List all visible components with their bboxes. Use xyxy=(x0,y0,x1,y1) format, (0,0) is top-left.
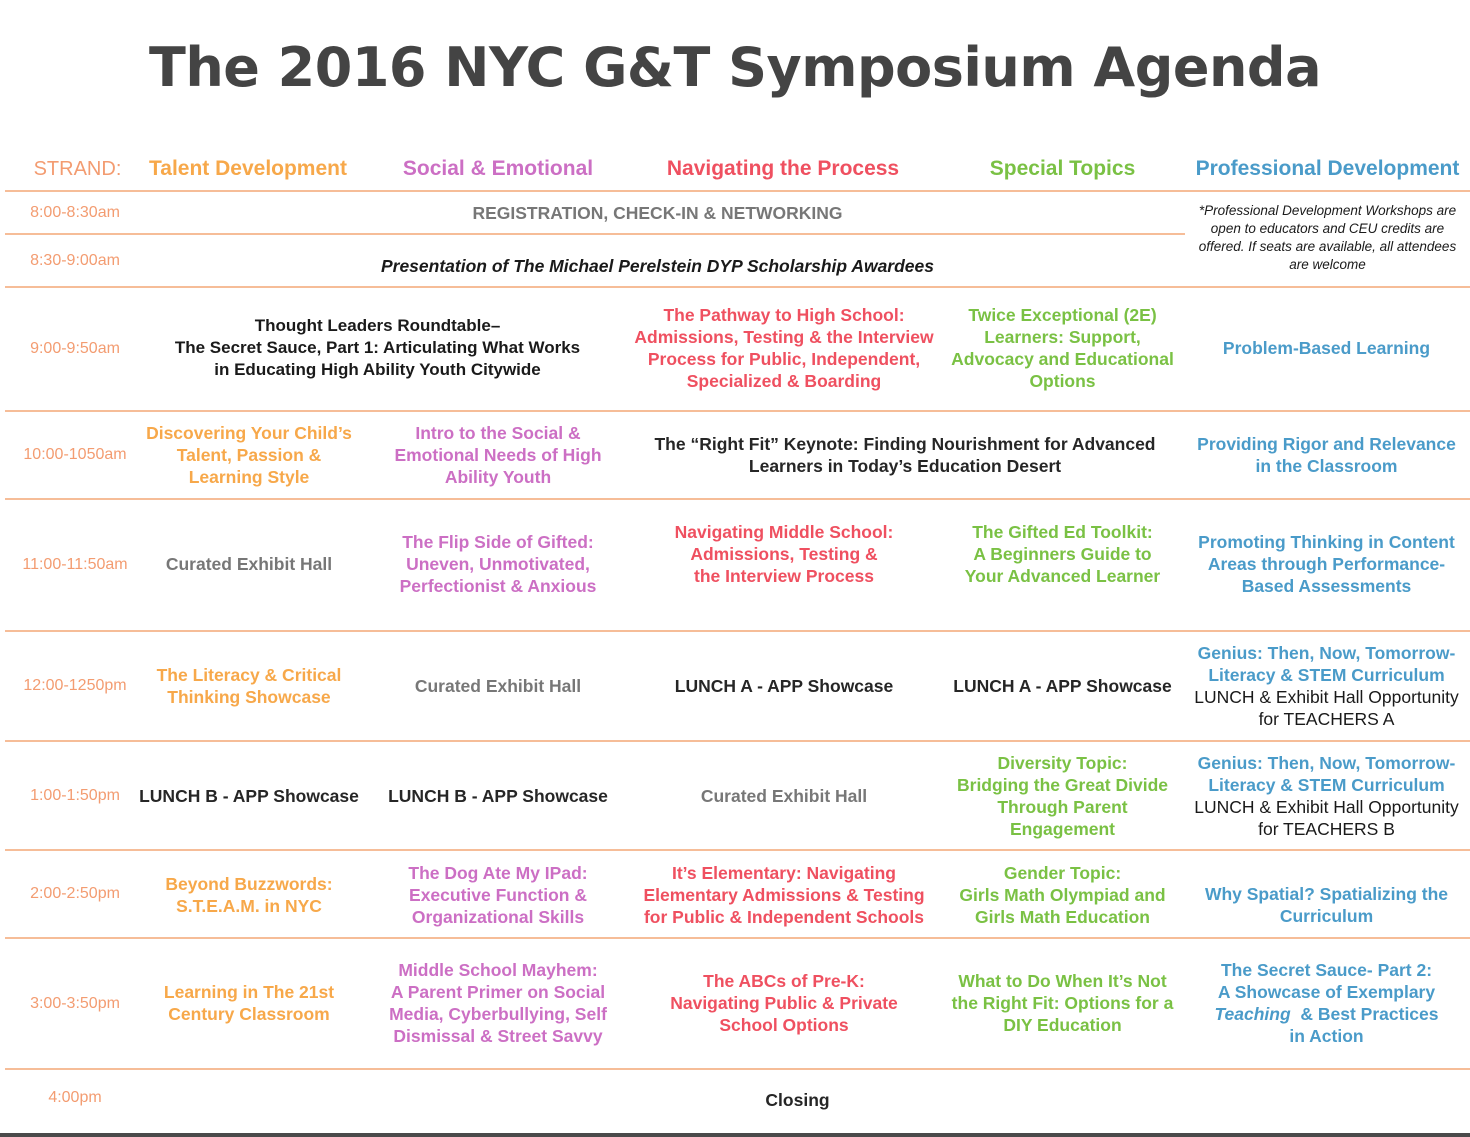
registration-session: REGISTRATION, CHECK-IN & NETWORKING xyxy=(472,203,843,223)
rule-row6 xyxy=(5,740,1470,742)
time-slot: 8:30-9:00am xyxy=(30,252,120,269)
strand-label: STRAND: xyxy=(33,158,122,180)
session-navigating-11am: Navigating Middle School: Admissions, Testing & the Interview Process xyxy=(674,522,894,586)
session-professional-10am: Providing Rigor and Relevance in the Classroom xyxy=(1197,434,1456,476)
session-talent-12pm: The Literacy & Critical Thinking Showcase xyxy=(156,665,342,707)
session-social-3pm: Middle School Mayhem: A Parent Primer on Social Media, Cyberbullying, Self Dismissal & Street Savvy xyxy=(389,960,607,1046)
pd-genius-title-a: Genius: Then, Now, Tomorrow- Literacy & STEM Curriculum xyxy=(1197,643,1456,685)
time-slot: 8:00-8:30am xyxy=(30,204,120,221)
pd-genius-sub-b: LUNCH & Exhibit Hall Opportunity for TEACHERS B xyxy=(1194,797,1459,839)
session-special-12pm: LUNCH A - APP Showcase xyxy=(953,676,1172,696)
session-navigating-3pm: The ABCs of Pre-K: Navigating Public & Private School Options xyxy=(670,971,898,1035)
rule-row5 xyxy=(5,630,1470,632)
session-social-12pm: Curated Exhibit Hall xyxy=(414,676,582,696)
session-professional-11am: Promoting Thinking in Content Areas through Performance- Based Assessments xyxy=(1198,532,1455,596)
session-professional-1pm xyxy=(1185,750,1468,842)
time-slot: 9:00-9:50am xyxy=(30,340,120,357)
time-slot: 11:00-11:50am xyxy=(22,556,128,573)
pd-secret-sauce-lines: The Secret Sauce- Part 2: A Showcase of Exemplary xyxy=(1217,960,1436,1002)
session-professional-3pm xyxy=(1185,948,1468,1058)
session-special-9am: Twice Exceptional (2E) Learners: Support, Advocacy and Educational Options xyxy=(951,305,1174,391)
session-navigating-2pm: It’s Elementary: Navigating Elementary Admissions & Testing for Public & Independent Schools xyxy=(643,863,925,927)
session-special-1pm: Diversity Topic: Bridging the Great Divide Through Parent Engagement xyxy=(957,753,1168,839)
time-slot: 2:00-2:50pm xyxy=(30,885,120,902)
header-special-topics: Special Topics xyxy=(989,157,1136,180)
session-navigating-9am: The Pathway to High School: Admissions, Testing & the Interview Process for Public, Independent, Specialized & Boarding xyxy=(634,305,934,391)
time-slot: 10:00-1050am xyxy=(23,446,127,463)
session-social-2pm: The Dog Ate My IPad: Executive Function & Organizational Skills xyxy=(408,863,588,927)
rule-row9 xyxy=(5,1068,1470,1070)
pd-genius-sub-a: LUNCH & Exhibit Hall Opportunity for TEACHERS A xyxy=(1194,687,1459,729)
session-special-2pm: Gender Topic: Girls Math Olympiad and Girls Math Education xyxy=(959,863,1166,927)
session-social-10am: Intro to the Social & Emotional Needs of High Ability Youth xyxy=(394,423,602,487)
rule-row7 xyxy=(5,849,1470,851)
session-talent-10am: Discovering Your Child’s Talent, Passion & Learning Style xyxy=(146,423,352,487)
page-title: The 2016 NYC G&T Symposium Agenda xyxy=(148,36,1322,99)
pd-genius-title-b: Genius: Then, Now, Tomorrow- Literacy & STEM Curriculum xyxy=(1197,753,1456,795)
thought-leaders-roundtable: Thought Leaders Roundtable– The Secret Sauce, Part 1: Articulating What Works in Educating High Ability Youth Citywide xyxy=(174,316,581,379)
time-slot: 12:00-1250pm xyxy=(23,677,127,694)
session-talent-2pm: Beyond Buzzwords: S.T.E.A.M. in NYC xyxy=(165,874,333,916)
professional-development-note: *Professional Development Workshops are open to educators and CEU credits are offered. If seats are available, all attendees are welcome xyxy=(1198,203,1457,272)
pd-teaching-word: Teaching xyxy=(1214,1004,1291,1024)
header-social-emotional: Social & Emotional xyxy=(402,157,594,180)
rule-row1 xyxy=(5,233,1185,235)
header-talent-development: Talent Development xyxy=(149,157,347,180)
pd-secret-sauce-mid xyxy=(1214,1003,1438,1025)
time-slot: 4:00pm xyxy=(48,1089,102,1106)
rule-row3 xyxy=(5,410,1470,412)
session-special-11am: The Gifted Ed Toolkit: A Beginners Guide to Your Advanced Learner xyxy=(964,522,1161,586)
session-talent-11am: Curated Exhibit Hall xyxy=(165,554,333,574)
header-professional-development: Professional Development xyxy=(1195,157,1460,180)
rule-header xyxy=(5,190,1470,192)
session-talent-1pm: LUNCH B - APP Showcase xyxy=(139,786,359,806)
rule-row2 xyxy=(5,286,1470,288)
session-talent-3pm: Learning in The 21st Century Classroom xyxy=(163,982,335,1024)
session-navigating-1pm: Curated Exhibit Hall xyxy=(700,786,868,806)
session-professional-9am: Problem-Based Learning xyxy=(1222,338,1431,358)
session-professional-12pm xyxy=(1185,640,1468,732)
session-social-1pm: LUNCH B - APP Showcase xyxy=(388,786,608,806)
time-slot: 3:00-3:50pm xyxy=(30,995,120,1012)
header-navigating-process: Navigating the Process xyxy=(666,157,900,180)
right-fit-keynote: The “Right Fit” Keynote: Finding Nourishment for Advanced Learners in Today’s Education Desert xyxy=(654,434,1156,476)
pd-in-action: in Action xyxy=(1289,1026,1364,1046)
session-professional-2pm: Why Spatial? Spatializing the Curriculum xyxy=(1204,884,1449,926)
bottom-border xyxy=(0,1133,1470,1137)
scholarship-presentation: Presentation of The Michael Perelstein DYP Scholarship Awardees xyxy=(380,256,935,276)
closing-session: Closing xyxy=(765,1090,830,1110)
session-navigating-12pm: LUNCH A - APP Showcase xyxy=(674,676,894,696)
pd-best-practices: & Best Practices xyxy=(1290,1004,1439,1024)
session-social-11am: The Flip Side of Gifted: Uneven, Unmotivated, Perfectionist & Anxious xyxy=(399,532,597,596)
time-slot: 1:00-1:50pm xyxy=(30,787,120,804)
session-special-3pm: What to Do When It’s Not the Right Fit: Options for a DIY Education xyxy=(951,971,1174,1035)
